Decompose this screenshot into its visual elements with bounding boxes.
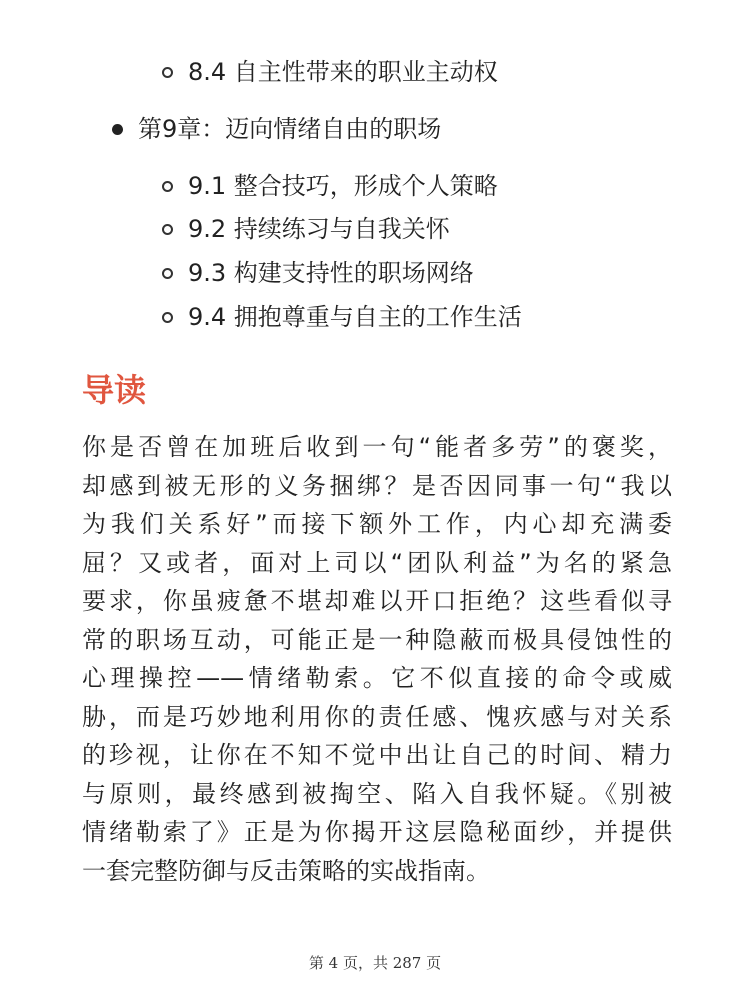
paragraph-line: 却感到被无形的义务捆绑？是否因同事一句“我以 xyxy=(82,471,672,500)
paragraph-line: 常的职场互动，可能正是一种隐蔽而极具侵蚀性的 xyxy=(82,625,672,654)
toc-item-9-4 xyxy=(188,300,522,334)
section-heading: 导读 xyxy=(82,371,147,409)
paragraph-line: 情绪勒索了》正是为你揭开这层隐秘面纱，并提供 xyxy=(82,818,672,846)
paragraph-line: 你是否曾在加班后收到一句“能者多劳”的褒奖， xyxy=(82,433,672,461)
circle-bullet-icon xyxy=(162,224,173,235)
toc-item-8-4 xyxy=(188,55,498,89)
paragraph-line: 屈？又或者，面对上司以“团队利益”为名的紧急 xyxy=(82,548,672,577)
toc-item-9-2 xyxy=(188,212,450,246)
paragraph-line: 为我们关系好”而接下额外工作，内心却充满委 xyxy=(82,510,672,538)
page-number-footer: 第 4 页，共 287 页 xyxy=(308,954,442,972)
toc-chapter-label: 第9章：迈向情绪自由的职场 xyxy=(138,115,442,143)
circle-bullet-icon xyxy=(162,67,173,78)
toc-chapter-9 xyxy=(138,112,441,146)
toc-item-label: 9.2 持续练习与自我关怀 xyxy=(188,215,450,243)
paragraph-line: 心理操控——情绪勒索。它不似直接的命令或威 xyxy=(82,664,672,692)
circle-bullet-icon xyxy=(162,312,173,323)
toc-item-label: 9.1 整合技巧，形成个人策略 xyxy=(188,172,498,200)
circle-bullet-icon xyxy=(162,181,173,192)
toc-item-9-1 xyxy=(188,169,498,203)
toc-item-label: 8.4 自主性带来的职业主动权 xyxy=(188,58,498,86)
toc-item-label: 9.3 构建支持性的职场网络 xyxy=(188,259,474,287)
disc-bullet-icon xyxy=(112,124,123,135)
paragraph-line: 一套完整防御与反击策略的实战指南。 xyxy=(82,856,490,885)
paragraph-line: 胁，而是巧妙地利用你的责任感、愧疚感与对关系 xyxy=(82,702,672,731)
paragraph-line: 与原则，最终感到被掏空、陷入自我怀疑。《别被 xyxy=(82,779,672,808)
paragraph-line: 要求，你虽疲惫不堪却难以开口拒绝？这些看似寻 xyxy=(82,587,672,615)
body-paragraph xyxy=(82,428,672,890)
circle-bullet-icon xyxy=(162,268,173,279)
toc-item-9-3 xyxy=(188,256,474,290)
toc-item-label: 9.4 拥抱尊重与自主的工作生活 xyxy=(188,303,522,331)
paragraph-line: 的珍视，让你在不知不觉中出让自己的时间、精力 xyxy=(82,741,672,769)
